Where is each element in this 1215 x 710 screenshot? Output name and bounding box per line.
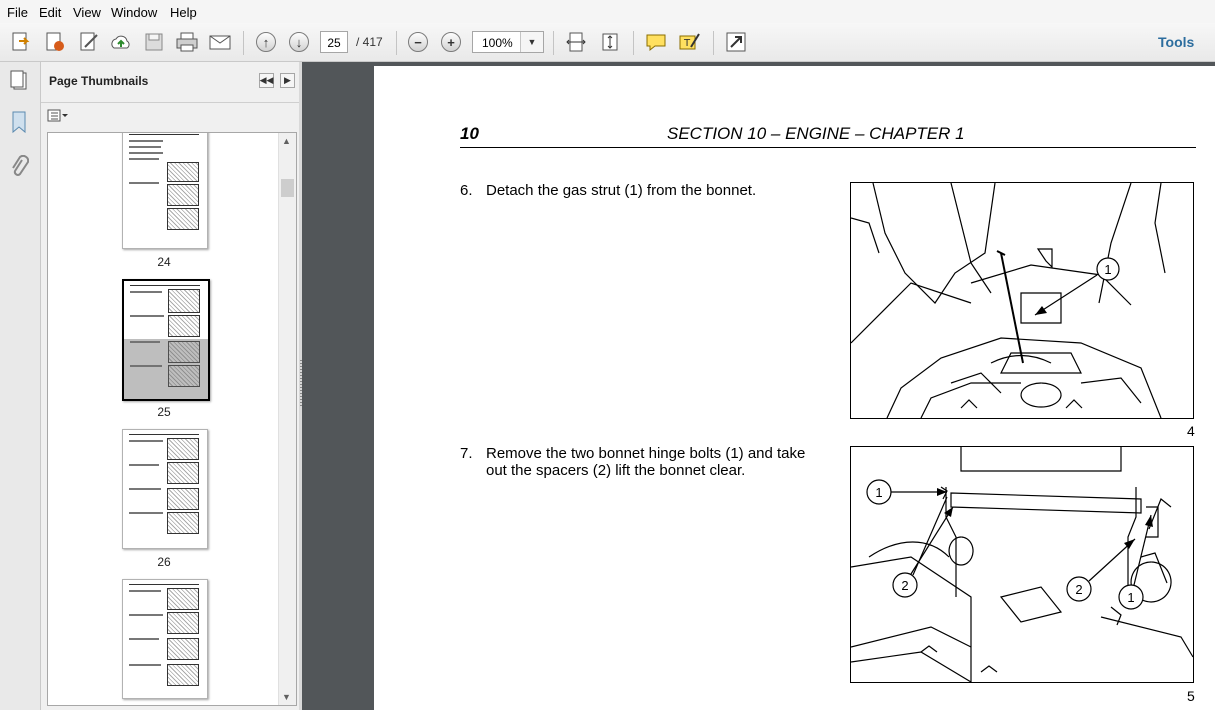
page-number-input[interactable]: 25 — [320, 31, 348, 53]
create-pdf-icon[interactable] — [8, 29, 34, 55]
callout-1: 1 — [1104, 262, 1112, 277]
step-text: Detach the gas strut (1) from the bonnet. — [486, 182, 757, 199]
thumbnail-label: 25 — [157, 405, 171, 419]
callout-2: 2 — [901, 578, 909, 593]
figure-number: 4 — [1187, 423, 1195, 439]
figure-number: 5 — [1187, 688, 1195, 704]
email-icon[interactable] — [207, 29, 233, 55]
combine-files-icon[interactable] — [42, 29, 68, 55]
thumbnail-page-27[interactable] — [122, 579, 208, 699]
comment-icon[interactable] — [643, 29, 669, 55]
paperclip-icon[interactable] — [7, 154, 31, 180]
panel-header — [41, 62, 299, 103]
toolbar — [0, 23, 1215, 62]
fit-width-icon[interactable] — [563, 29, 589, 55]
thumbnail-page-24[interactable] — [122, 132, 208, 249]
document-viewer[interactable] — [302, 62, 1215, 710]
step-text: Remove the two bonnet hinge bolts (1) and take out the spacers (2) lift the bonnet clear. — [486, 445, 806, 479]
callout-1: 1 — [1127, 590, 1135, 605]
menu-bar — [0, 0, 1215, 24]
figure-5 — [850, 446, 1194, 683]
bookmark-icon[interactable] — [7, 109, 31, 135]
zoom-in-button[interactable] — [438, 29, 464, 55]
thumbnails-panel — [41, 62, 299, 710]
arrow-up-icon: ↑ — [256, 32, 276, 52]
edit-pdf-icon[interactable] — [76, 29, 102, 55]
upload-cloud-icon[interactable] — [108, 29, 134, 55]
arrow-down-icon: ↓ — [289, 32, 309, 52]
plus-icon: + — [441, 32, 461, 52]
tools-button[interactable]: Tools — [1158, 34, 1195, 50]
thumbnail-scrollbar[interactable] — [278, 133, 296, 705]
thumbnail-options-button[interactable] — [47, 109, 69, 125]
fit-page-icon[interactable] — [597, 29, 623, 55]
panel-title: Page Thumbnails — [49, 74, 149, 88]
zoom-select[interactable] — [472, 31, 544, 53]
step-number: 6. — [460, 182, 473, 199]
menu-view[interactable]: View — [73, 5, 101, 20]
expand-icon[interactable] — [723, 29, 749, 55]
thumbnail-label: 24 — [157, 255, 171, 269]
minus-icon: − — [408, 32, 428, 52]
step-number: 7. — [460, 445, 473, 462]
next-page-button[interactable] — [286, 29, 312, 55]
section-number: 10 — [460, 124, 479, 143]
scrollbar-thumb[interactable] — [281, 179, 294, 197]
page-thumbnails-icon[interactable] — [7, 68, 31, 94]
menu-window[interactable]: Window — [111, 5, 158, 20]
svg-text:T: T — [684, 38, 691, 49]
collapse-panel-button[interactable]: ◀◀ — [259, 73, 274, 88]
thumbnail-list[interactable] — [47, 132, 297, 706]
document-page — [374, 66, 1215, 710]
zoom-out-button[interactable] — [405, 29, 431, 55]
callout-1: 1 — [875, 485, 883, 500]
thumbnail-page-25[interactable] — [122, 279, 210, 401]
menu-edit[interactable]: Edit — [39, 5, 62, 20]
highlight-icon[interactable] — [676, 29, 702, 55]
scroll-up-icon[interactable]: ▲ — [282, 136, 291, 146]
print-icon[interactable] — [174, 29, 200, 55]
thumbnail-page-26[interactable] — [122, 429, 208, 549]
scroll-down-icon[interactable]: ▼ — [282, 692, 291, 702]
page-total: / 417 — [356, 35, 383, 49]
section-title: SECTION 10 – ENGINE – CHAPTER 1 — [667, 124, 965, 143]
save-icon[interactable] — [141, 29, 167, 55]
expand-panel-button[interactable]: ▶ — [280, 73, 295, 88]
menu-file[interactable]: File — [7, 5, 28, 20]
thumbnail-label: 26 — [157, 555, 171, 569]
figure-4 — [850, 182, 1194, 419]
menu-help[interactable]: Help — [170, 5, 197, 20]
chevron-down-icon[interactable]: ▼ — [520, 32, 543, 52]
navigation-rail — [0, 62, 41, 710]
header-rule — [460, 147, 1196, 148]
callout-2: 2 — [1075, 582, 1083, 597]
zoom-value: 100% — [482, 36, 513, 50]
previous-page-button[interactable] — [253, 29, 279, 55]
